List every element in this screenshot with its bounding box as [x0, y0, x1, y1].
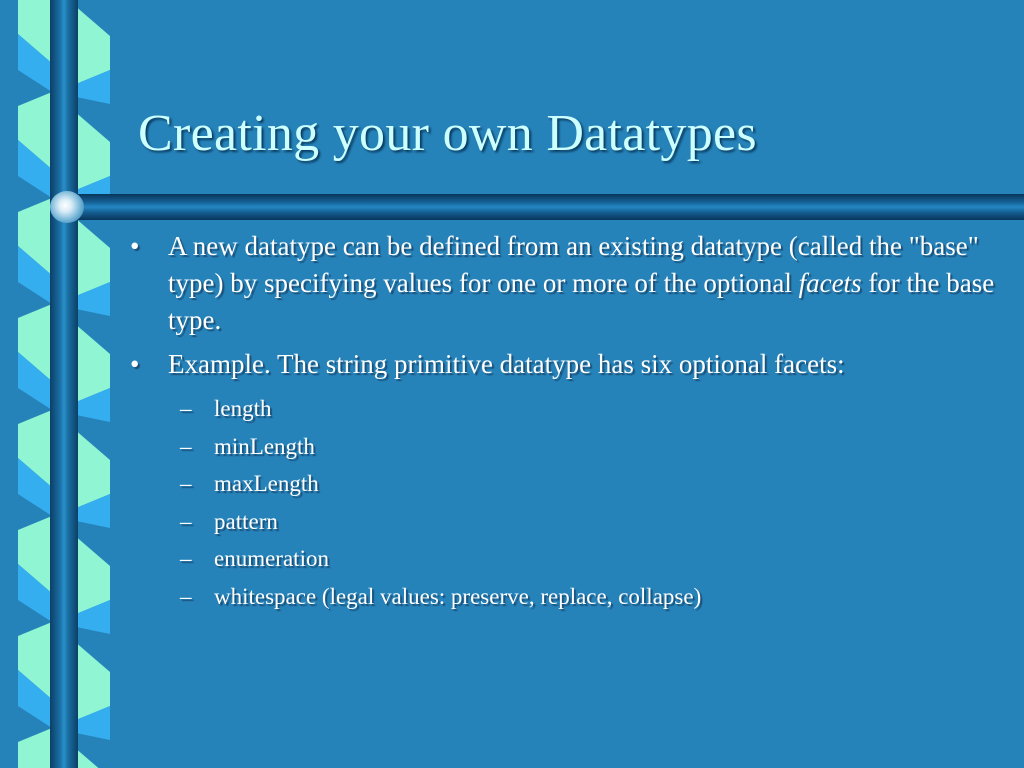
sub-bullet-marker: –: [180, 508, 192, 534]
sub-bullet-marker: –: [180, 396, 192, 421]
sub-bullet-marker: –: [180, 433, 192, 459]
sub-bullet-marker: –: [180, 471, 192, 496]
sub-bullet-item: [120, 578, 1000, 616]
sub-bullet-marker: –: [180, 583, 192, 609]
bullet-item: [120, 228, 1000, 339]
sub-bullet-text: maxLength: [214, 471, 319, 496]
sub-bullet-item: [120, 428, 1000, 466]
bullet-emphasis: facets: [798, 268, 862, 298]
sub-bullet-text: pattern: [214, 508, 278, 534]
sub-bullet-item: [120, 540, 1000, 578]
bullet-text: [168, 231, 994, 335]
sub-bullet-text: enumeration: [214, 546, 329, 571]
sub-bullet-text: length: [214, 396, 272, 421]
sub-bullet-text: minLength: [214, 433, 315, 459]
sub-bullet-marker: –: [180, 546, 192, 571]
bullet-text-start: A new datatype can be defined from an existing datatype (called the "base" type) by specifying values for one or more of the optional: [168, 231, 979, 298]
sub-bullet-text: whitespace (legal values: preserve, replace, collapse): [214, 583, 702, 609]
decorative-knob: [50, 191, 84, 223]
sub-bullet-item: [120, 465, 1000, 503]
bullet-item: [120, 346, 1000, 383]
decorative-rail: [60, 194, 1024, 220]
sub-bullet-item: [120, 390, 1000, 428]
bullet-marker: •: [130, 349, 140, 379]
bullet-text: Example. The string primitive datatype has six optional facets:: [168, 349, 845, 379]
sub-bullet-item: [120, 503, 1000, 541]
bullet-text-end: for the base type.: [168, 268, 995, 335]
slide-body: [120, 228, 1000, 615]
slide-title: Creating your own Datatypes: [138, 105, 757, 162]
bullet-marker: •: [130, 231, 140, 261]
decorative-pillar: [50, 0, 78, 768]
sub-bullet-list: [120, 390, 1000, 615]
